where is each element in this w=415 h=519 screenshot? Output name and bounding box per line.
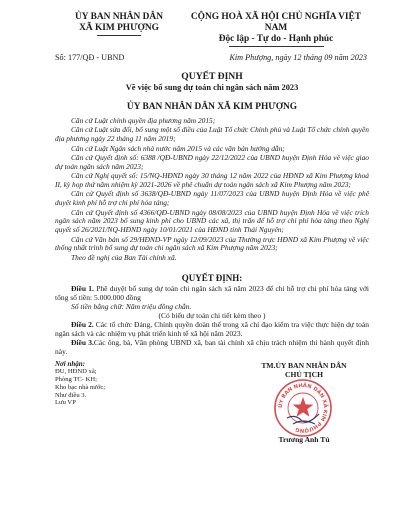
signature-title-1: TM.ỦY BAN NHÂN DÂN xyxy=(261,360,347,370)
article-3-text: Các ông, bà, Văn phòng UBND xã, ban tài chính xã chịu trách nhiệm thi hành quyết định này. xyxy=(55,337,370,356)
decision-heading: QUYẾT ĐỊNH: xyxy=(181,272,243,283)
document-footer xyxy=(55,361,369,444)
motto-underline xyxy=(229,46,324,47)
document-subtitle: Về việc bổ sung dự toán chi ngân sách năm 2023 xyxy=(125,83,299,92)
signature-title-2: CHỦ TỊCH xyxy=(284,369,324,379)
national-motto-block xyxy=(183,12,369,47)
national-title: CỘNG HOÀ XÃ HỘI CHỦ NGHĨA VIỆT NAM xyxy=(190,12,362,33)
recipients-block xyxy=(55,361,195,444)
basis-item: Căn cứ Nghị quyết số: 15/NQ-HĐND ngày 30 tháng 12 năm 2022 của HĐND xã Kim Phượng khoá II, kỳ họp thứ năm nhiệm kỳ 2021-2026 về phê chuẩn dự toán ngân sách xã Kim Phượng năm 2023; xyxy=(55,171,369,189)
recipients-heading: Nơi nhận: xyxy=(55,359,86,368)
document-title: QUYẾT ĐỊNH xyxy=(181,71,243,82)
basis-item: Căn cứ Quyết định số 3638/QĐ-UBND ngày 11/07/2023 của UBND huyện Định Hóa về việc phê duyệt kinh phí hỗ trợ chi phí hỏa táng; xyxy=(55,189,369,208)
article-1-note: (Có biểu dự toán chi tiết kèm theo ) xyxy=(158,310,266,320)
article-2-text: Các tổ chức Đảng, Chính quyền đoàn thể trong xã chỉ đạo kiểm tra việc thực hiện dự toán ngân sách và các nhiệm vụ phát triển kinh tế xã hội năm 2023. xyxy=(55,319,369,338)
basis-item: Căn cứ Quyết định số 4366/QĐ-UBND ngày 08/08/2023 của UBND huyện Định Hóa về việc trích ngân sách năm 2023 bổ sung kinh phí cho UBND các xã, thị trấn để hỗ trợ chi phí hỏa táng theo Nghị quyết số 26/2021/NQ-HĐND ngày 10/01/2021 của HĐND tỉnh Thái Nguyên; xyxy=(55,207,369,235)
basis-item: Căn cứ Luật sửa đổi, bổ sung một số điều của Luật Tổ chức Chính phủ và Luật Tổ chức chính quyền địa phương ngày 22 tháng 11 năm 2019; xyxy=(55,125,369,144)
recipient-item: Kho bạc nhà nước; xyxy=(55,383,106,391)
authority-line-1: ỦY BAN NHÂN DÂN xyxy=(75,12,163,22)
signature-block xyxy=(249,361,369,444)
recipient-item: Như điều 3. xyxy=(55,391,87,399)
seal-ring-text: ỦY BAN NHÂN DÂN XÃ KIM PHƯỢNG xyxy=(277,382,329,433)
basis-item: Căn cứ Luật chính quyền địa phương năm 2015; xyxy=(71,116,216,125)
recipient-item: Lưu VP xyxy=(55,399,76,407)
decision-authority: ỦY BAN NHÂN DÂN XÃ KIM PHƯỢNG xyxy=(126,102,298,112)
authority-line-2: XÃ KIM PHƯỢNG xyxy=(79,23,159,33)
national-motto: Độc lập - Tự do - Hạnh phúc xyxy=(218,34,334,44)
article-3 xyxy=(55,338,369,356)
basis-item: Căn cứ Văn bản số 29/HĐND-VP ngày 12/09/2023 của Thường trực HĐND xã Kim Phượng về việc thống nhất trình bổ sung dự toán chi ngân sách xã Kim Phượng năm 2023; xyxy=(55,234,369,253)
article-2-label: Điều 2. xyxy=(71,319,94,329)
article-2 xyxy=(55,320,369,338)
article-3-label: Điều 3. xyxy=(71,337,94,347)
article-1-text: Phê duyệt bổ sung dự toán chi ngân sách xã năm 2023 để chi hỗ trợ chi phí hỏa táng với tổng số tiền: 5.000.000 đồng xyxy=(55,283,369,302)
document-header xyxy=(55,12,369,47)
document-date: Kim Phượng, ngày 12 tháng 09 năm 2023 xyxy=(229,53,367,62)
article-1-amount-in-words: Số tiền bằng chữ: Năm triệu đồng chẵn. xyxy=(71,301,192,311)
legal-bases xyxy=(55,117,369,263)
document-number: Số: 177/QĐ - UBND xyxy=(55,53,125,62)
basis-item: Căn cứ Quyết định số: 6388 /QĐ-UBND ngày 22/12/2022 của UBND huyện Định Hóa về việc giao dự toán ngân sách năm 2023; xyxy=(55,152,369,171)
article-1-label: Điều 1. xyxy=(71,283,94,293)
signer-name: Trương Anh Tú xyxy=(278,434,330,444)
issuing-authority-block xyxy=(55,12,183,47)
basis-item: Theo đề nghị của Ban Tài chính xã. xyxy=(71,252,177,262)
decision-articles xyxy=(55,284,369,356)
official-seal-icon xyxy=(273,378,333,438)
authority-underline xyxy=(97,35,141,36)
basis-item: Căn cứ Luật Ngân sách nhà nước năm 2015 và các văn bản hướng dẫn; xyxy=(71,143,285,153)
recipient-item: ĐU, HĐND xã; xyxy=(55,368,97,376)
number-date-line xyxy=(55,53,369,62)
recipient-item: Phòng TC- KH; xyxy=(55,376,98,384)
article-1 xyxy=(55,284,369,302)
